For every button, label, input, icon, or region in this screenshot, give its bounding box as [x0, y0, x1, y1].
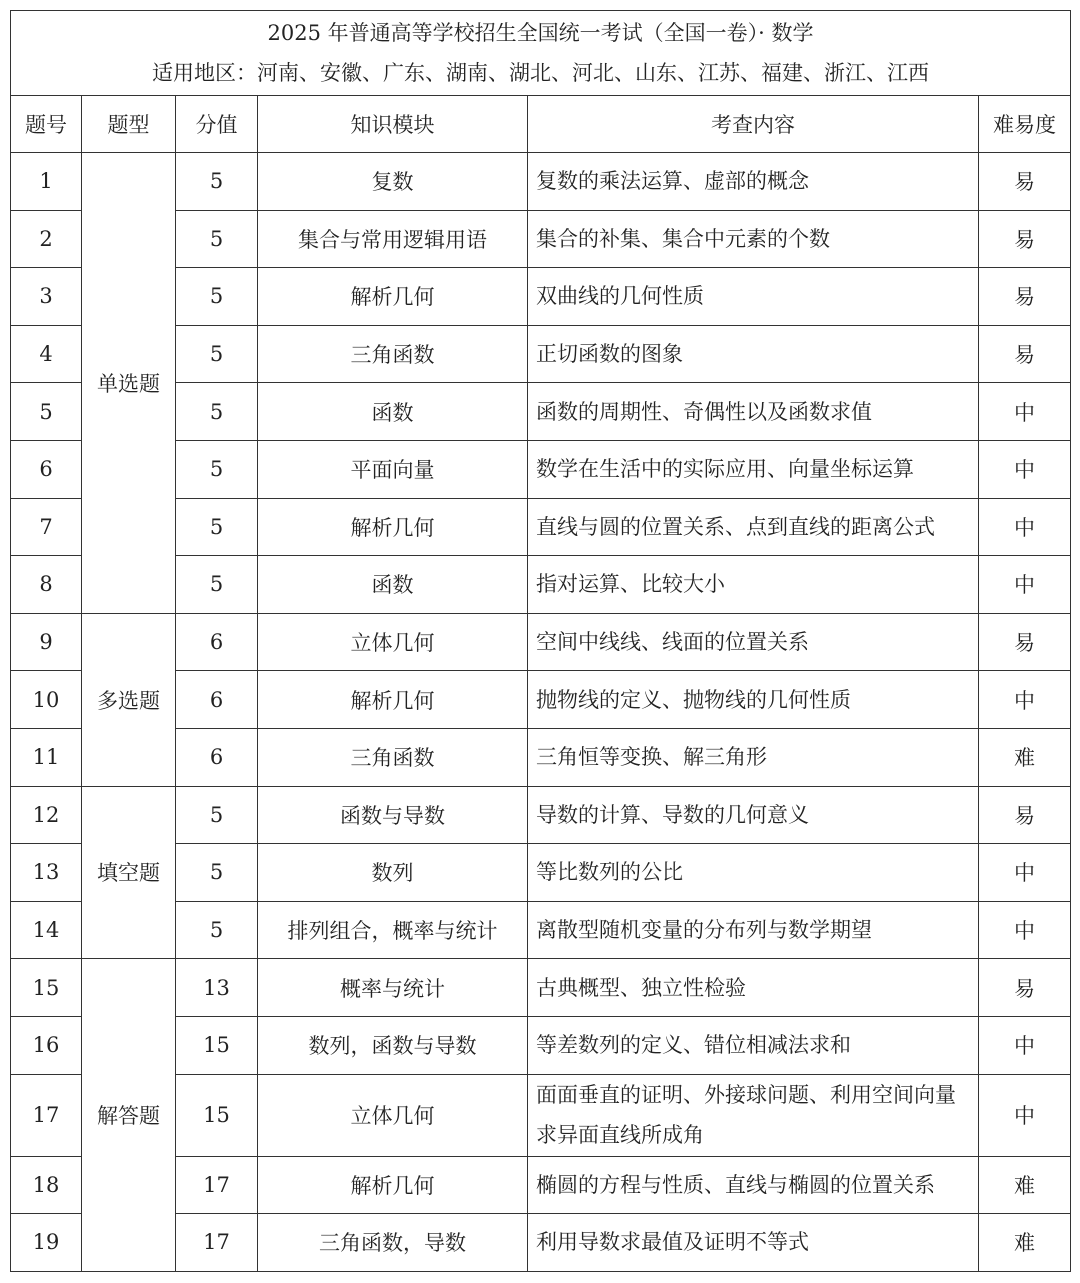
difficulty: 易 [979, 959, 1071, 1017]
difficulty: 难 [979, 728, 1071, 786]
score: 13 [176, 959, 258, 1017]
exam-content: 指对运算、比较大小 [528, 556, 979, 614]
exam-content: 椭圆的方程与性质、直线与椭圆的位置关系 [528, 1156, 979, 1214]
table-body [11, 153, 1071, 1272]
score: 15 [176, 1016, 258, 1074]
question-number: 3 [11, 268, 82, 326]
score: 5 [176, 210, 258, 268]
question-number: 16 [11, 1016, 82, 1074]
score: 17 [176, 1156, 258, 1214]
score: 5 [176, 440, 258, 498]
exam-content: 面面垂直的证明、外接球问题、利用空间向量求异面直线所成角 [528, 1074, 979, 1156]
difficulty: 中 [979, 556, 1071, 614]
question-number: 11 [11, 728, 82, 786]
knowledge-module: 立体几何 [258, 613, 528, 671]
question-type: 单选题 [82, 153, 176, 614]
header-difficulty: 难易度 [979, 96, 1071, 153]
exam-content: 复数的乘法运算、虚部的概念 [528, 153, 979, 211]
table-row [11, 153, 1071, 211]
knowledge-module: 解析几何 [258, 1156, 528, 1214]
exam-content: 直线与圆的位置关系、点到直线的距离公式 [528, 498, 979, 556]
knowledge-module: 解析几何 [258, 268, 528, 326]
table-row [11, 786, 1071, 844]
exam-content: 利用导数求最值及证明不等式 [528, 1214, 979, 1272]
difficulty: 难 [979, 1214, 1071, 1272]
score: 6 [176, 728, 258, 786]
difficulty: 中 [979, 844, 1071, 902]
knowledge-module: 三角函数 [258, 728, 528, 786]
score: 5 [176, 383, 258, 441]
question-number: 14 [11, 901, 82, 959]
knowledge-module: 数列 [258, 844, 528, 902]
applicable-regions: 适用地区：河南、安徽、广东、湖南、湖北、河北、山东、江苏、福建、浙江、江西 [152, 61, 930, 85]
difficulty: 中 [979, 1016, 1071, 1074]
question-number: 8 [11, 556, 82, 614]
exam-content: 导数的计算、导数的几何意义 [528, 786, 979, 844]
question-number: 9 [11, 613, 82, 671]
difficulty: 易 [979, 325, 1071, 383]
knowledge-module: 概率与统计 [258, 959, 528, 1017]
difficulty: 易 [979, 268, 1071, 326]
difficulty: 易 [979, 786, 1071, 844]
knowledge-module: 立体几何 [258, 1074, 528, 1156]
difficulty: 中 [979, 1074, 1071, 1156]
knowledge-module: 三角函数 [258, 325, 528, 383]
difficulty: 易 [979, 153, 1071, 211]
header-knowledge-module: 知识模块 [258, 96, 528, 153]
difficulty: 易 [979, 613, 1071, 671]
knowledge-module: 函数与导数 [258, 786, 528, 844]
knowledge-module: 排列组合，概率与统计 [258, 901, 528, 959]
score: 5 [176, 844, 258, 902]
question-number: 18 [11, 1156, 82, 1214]
exam-content: 函数的周期性、奇偶性以及函数求值 [528, 383, 979, 441]
score: 5 [176, 901, 258, 959]
knowledge-module: 函数 [258, 383, 528, 441]
exam-content: 双曲线的几何性质 [528, 268, 979, 326]
difficulty: 中 [979, 383, 1071, 441]
score: 5 [176, 153, 258, 211]
question-number: 2 [11, 210, 82, 268]
exam-content: 数学在生活中的实际应用、向量坐标运算 [528, 440, 979, 498]
exam-content: 三角恒等变换、解三角形 [528, 728, 979, 786]
score: 5 [176, 498, 258, 556]
header-score: 分值 [176, 96, 258, 153]
score: 5 [176, 786, 258, 844]
score: 6 [176, 671, 258, 729]
question-number: 17 [11, 1074, 82, 1156]
score: 5 [176, 325, 258, 383]
knowledge-module: 集合与常用逻辑用语 [258, 210, 528, 268]
question-number: 6 [11, 440, 82, 498]
question-type: 多选题 [82, 613, 176, 786]
score: 15 [176, 1074, 258, 1156]
header-content: 考查内容 [528, 96, 979, 153]
table-title-cell [11, 11, 1071, 96]
exam-content: 等比数列的公比 [528, 844, 979, 902]
question-number: 19 [11, 1214, 82, 1272]
exam-content: 离散型随机变量的分布列与数学期望 [528, 901, 979, 959]
exam-content: 等差数列的定义、错位相减法求和 [528, 1016, 979, 1074]
difficulty: 中 [979, 671, 1071, 729]
question-number: 12 [11, 786, 82, 844]
knowledge-module: 函数 [258, 556, 528, 614]
question-number: 5 [11, 383, 82, 441]
table-row [11, 959, 1071, 1017]
exam-content: 集合的补集、集合中元素的个数 [528, 210, 979, 268]
difficulty: 中 [979, 901, 1071, 959]
score: 17 [176, 1214, 258, 1272]
table-row [11, 613, 1071, 671]
question-type: 填空题 [82, 786, 176, 959]
header-question-type: 题型 [82, 96, 176, 153]
exam-content: 古典概型、独立性检验 [528, 959, 979, 1017]
question-type: 解答题 [82, 959, 176, 1271]
question-number: 4 [11, 325, 82, 383]
header-question-no: 题号 [11, 96, 82, 153]
difficulty: 中 [979, 440, 1071, 498]
knowledge-module: 平面向量 [258, 440, 528, 498]
question-number: 13 [11, 844, 82, 902]
knowledge-module: 三角函数，导数 [258, 1214, 528, 1272]
exam-content: 抛物线的定义、抛物线的几何性质 [528, 671, 979, 729]
question-number: 1 [11, 153, 82, 211]
knowledge-module: 复数 [258, 153, 528, 211]
score: 6 [176, 613, 258, 671]
difficulty: 易 [979, 210, 1071, 268]
question-number: 15 [11, 959, 82, 1017]
score: 5 [176, 268, 258, 326]
score: 5 [176, 556, 258, 614]
exam-content: 空间中线线、线面的位置关系 [528, 613, 979, 671]
exam-analysis-table [10, 10, 1071, 1272]
question-number: 10 [11, 671, 82, 729]
exam-content: 正切函数的图象 [528, 325, 979, 383]
knowledge-module: 解析几何 [258, 671, 528, 729]
difficulty: 难 [979, 1156, 1071, 1214]
knowledge-module: 解析几何 [258, 498, 528, 556]
knowledge-module: 数列，函数与导数 [258, 1016, 528, 1074]
difficulty: 中 [979, 498, 1071, 556]
header-row [11, 96, 1071, 153]
question-number: 7 [11, 498, 82, 556]
exam-title: 2025 年普通高等学校招生全国统一考试（全国一卷）· 数学 [267, 21, 814, 45]
